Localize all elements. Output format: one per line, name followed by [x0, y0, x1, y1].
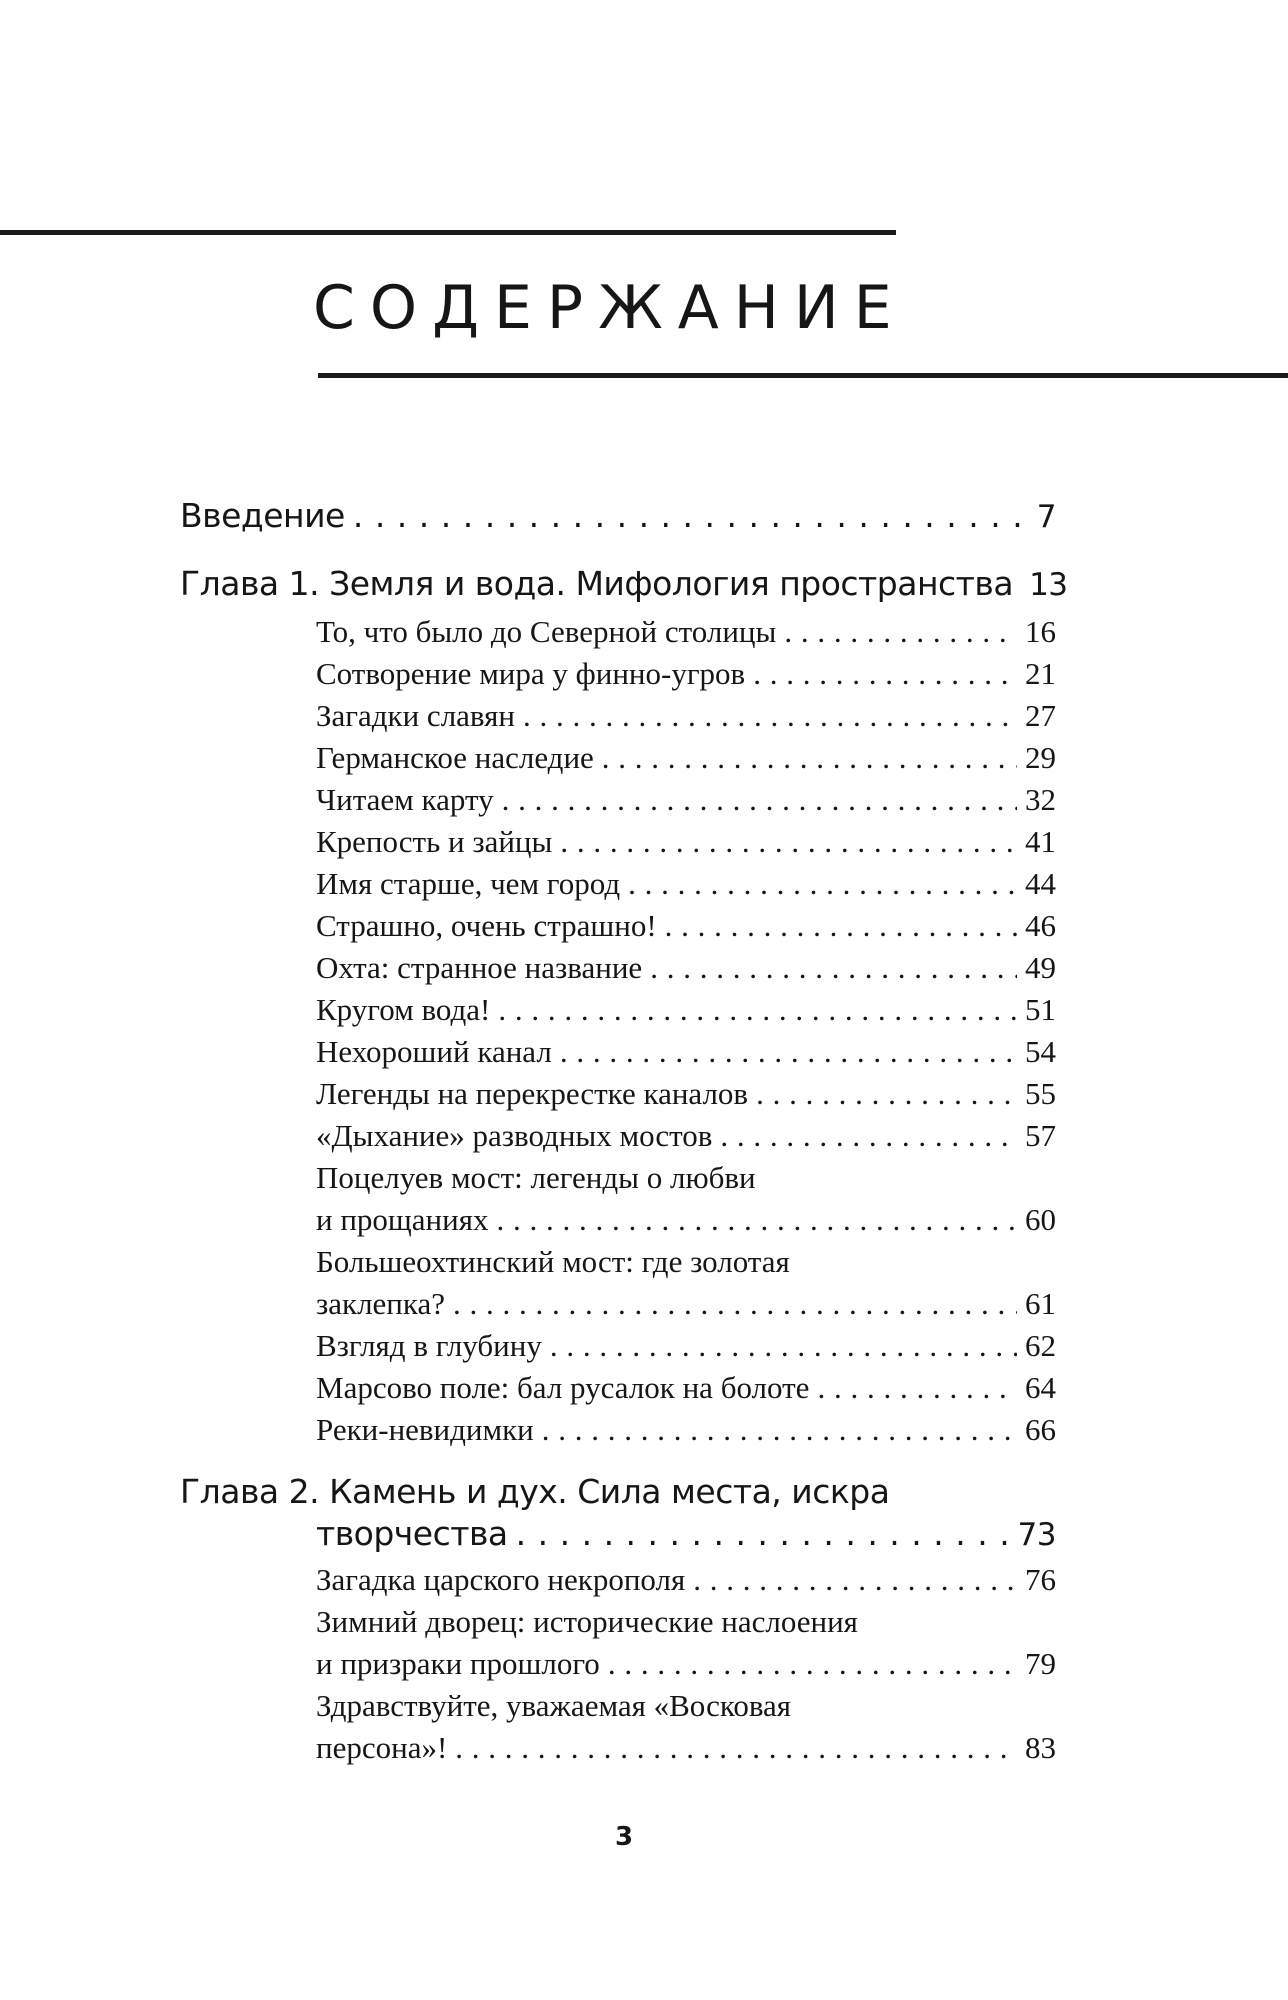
toc-section[interactable]: [316, 1202, 1056, 1238]
toc-section-title-line2: персона»!: [316, 1730, 448, 1765]
toc-section-title: Загадки славян: [316, 698, 516, 733]
toc-chapter-2-title-line1: Глава 2. Камень и дух. Сила места, искра: [180, 1472, 890, 1511]
toc-section-title: Кругом вода!: [316, 992, 491, 1027]
leader-dots: [455, 1730, 1017, 1766]
leader-dots: [560, 824, 1017, 860]
toc-section[interactable]: [316, 866, 1056, 902]
toc-section-title: Реки-невидимки: [316, 1412, 534, 1447]
leader-dots: [498, 992, 1017, 1028]
toc-entry-title: Введение: [180, 496, 345, 535]
toc-chapter-1[interactable]: [180, 564, 1068, 603]
leader-dots: [502, 782, 1017, 818]
toc-section[interactable]: [316, 1646, 1056, 1682]
toc-section-title-line1: Зимний дворец: исторические наслоения: [316, 1604, 858, 1639]
toc-section[interactable]: [316, 656, 1056, 692]
toc-section-page: 41: [1025, 824, 1056, 859]
toc-section[interactable]: [316, 614, 1056, 650]
toc-section-title: Крепость и зайцы: [316, 824, 553, 859]
toc-section-title: Легенды на перекрестке каналов: [316, 1076, 749, 1111]
toc-section-title: Взгляд в глубину: [316, 1328, 542, 1363]
toc-section-title-line2: и призраки прошлого: [316, 1646, 600, 1681]
toc-section-title: Имя старше, чем город: [316, 866, 621, 901]
toc-section[interactable]: [316, 740, 1056, 776]
toc-section-page: 83: [1025, 1730, 1056, 1765]
leader-dots: [756, 1076, 1017, 1112]
toc-section-page: 29: [1025, 740, 1056, 775]
toc-section-page: 62: [1025, 1328, 1056, 1363]
toc-section-title: Сотворение мира у финно-угров: [316, 656, 746, 691]
leader-dots: [542, 1412, 1017, 1448]
toc-section[interactable]: [316, 1118, 1056, 1154]
leader-dots: [693, 1562, 1017, 1598]
toc-entry-intro[interactable]: [180, 496, 1056, 535]
leader-dots: [560, 1034, 1017, 1070]
toc-section-page: 44: [1025, 866, 1056, 901]
leader-dots: [650, 950, 1017, 986]
leader-dots: [665, 908, 1017, 944]
toc-section-title: Германское наследие: [316, 740, 594, 775]
toc-section-title: Загадка царского некрополя: [316, 1562, 686, 1597]
toc-section[interactable]: [316, 1328, 1056, 1364]
leader-dots: [817, 1370, 1017, 1406]
toc-section[interactable]: [316, 1076, 1056, 1112]
leader-dots: [523, 698, 1017, 734]
leader-dots: [497, 1202, 1018, 1238]
leader-dots: [602, 740, 1017, 776]
toc-section-page: 55: [1025, 1076, 1056, 1111]
toc-section-page: 57: [1025, 1118, 1056, 1153]
toc-section[interactable]: [316, 1370, 1056, 1406]
leader-dots: [453, 1286, 1017, 1322]
leader-dots: [550, 1328, 1017, 1364]
toc-section[interactable]: [316, 1562, 1056, 1598]
toc-chapter-page: 13: [1029, 567, 1068, 603]
toc-section-page: 49: [1025, 950, 1056, 985]
toc-chapter-page: 73: [1017, 1517, 1056, 1553]
toc-section[interactable]: [316, 824, 1056, 860]
leader-dots: [628, 866, 1017, 902]
leader-dots: [784, 614, 1017, 650]
toc-section-title: Нехороший канал: [316, 1034, 552, 1069]
toc-section-page: 76: [1025, 1562, 1056, 1597]
toc-section-title: Страшно, очень страшно!: [316, 908, 657, 943]
toc-section[interactable]: [316, 1412, 1056, 1448]
leader-dots: [753, 656, 1017, 692]
page-title: СОДЕРЖАНИЕ: [313, 273, 907, 343]
toc-section-page: 46: [1025, 908, 1056, 943]
toc-section-page: 27: [1025, 698, 1056, 733]
toc-section[interactable]: [316, 992, 1056, 1028]
toc-section[interactable]: [316, 698, 1056, 734]
leader-dots: [516, 1514, 1010, 1553]
toc-section-title-line2: и прощаниях: [316, 1202, 489, 1237]
toc-chapter-title-line2: творчества: [316, 1514, 508, 1553]
toc-section-title: Читаем карту: [316, 782, 494, 817]
toc-section-page: 32: [1025, 782, 1056, 817]
toc-section-title-line1: Здравствуйте, уважаемая «Восковая: [316, 1688, 792, 1723]
leader-dots: [353, 496, 1029, 535]
leader-dots: [720, 1118, 1017, 1154]
toc-section[interactable]: [316, 1034, 1056, 1070]
toc-section-title-line1: Большеохтинский мост: где золотая: [316, 1244, 790, 1279]
toc-section-title: Охта: странное название: [316, 950, 643, 985]
toc-section[interactable]: [316, 950, 1056, 986]
toc-section-page: 16: [1025, 614, 1056, 649]
toc-section-page: 61: [1025, 1286, 1056, 1321]
toc-section-title: «Дыхание» разводных мостов: [316, 1118, 713, 1153]
leader-dots: [608, 1646, 1017, 1682]
toc-section-title: То, что было до Северной столицы: [316, 614, 777, 649]
toc-section-page: 21: [1025, 656, 1056, 691]
page-number: 3: [614, 1822, 634, 1852]
toc-entry-page: 7: [1036, 499, 1056, 535]
toc-chapter-title: Глава 1. Земля и вода. Мифология пространства: [180, 564, 1014, 603]
toc-section-title: Марсово поле: бал русалок на болоте: [316, 1370, 810, 1405]
toc-section[interactable]: [316, 908, 1056, 944]
toc-chapter-2[interactable]: [316, 1514, 1056, 1553]
toc-section[interactable]: [316, 782, 1056, 818]
toc-section-page: 64: [1025, 1370, 1056, 1405]
toc-section[interactable]: [316, 1730, 1056, 1766]
toc-section-page: 79: [1025, 1646, 1056, 1681]
toc-section[interactable]: [316, 1286, 1056, 1322]
toc-section-page: 66: [1025, 1412, 1056, 1447]
toc-section-title-line2: заклепка?: [316, 1286, 445, 1321]
toc-section-page: 54: [1025, 1034, 1056, 1069]
toc-section-title-line1: Поцелуев мост: легенды о любви: [316, 1160, 756, 1195]
toc-section-page: 51: [1025, 992, 1056, 1027]
toc-section-page: 60: [1025, 1202, 1056, 1237]
